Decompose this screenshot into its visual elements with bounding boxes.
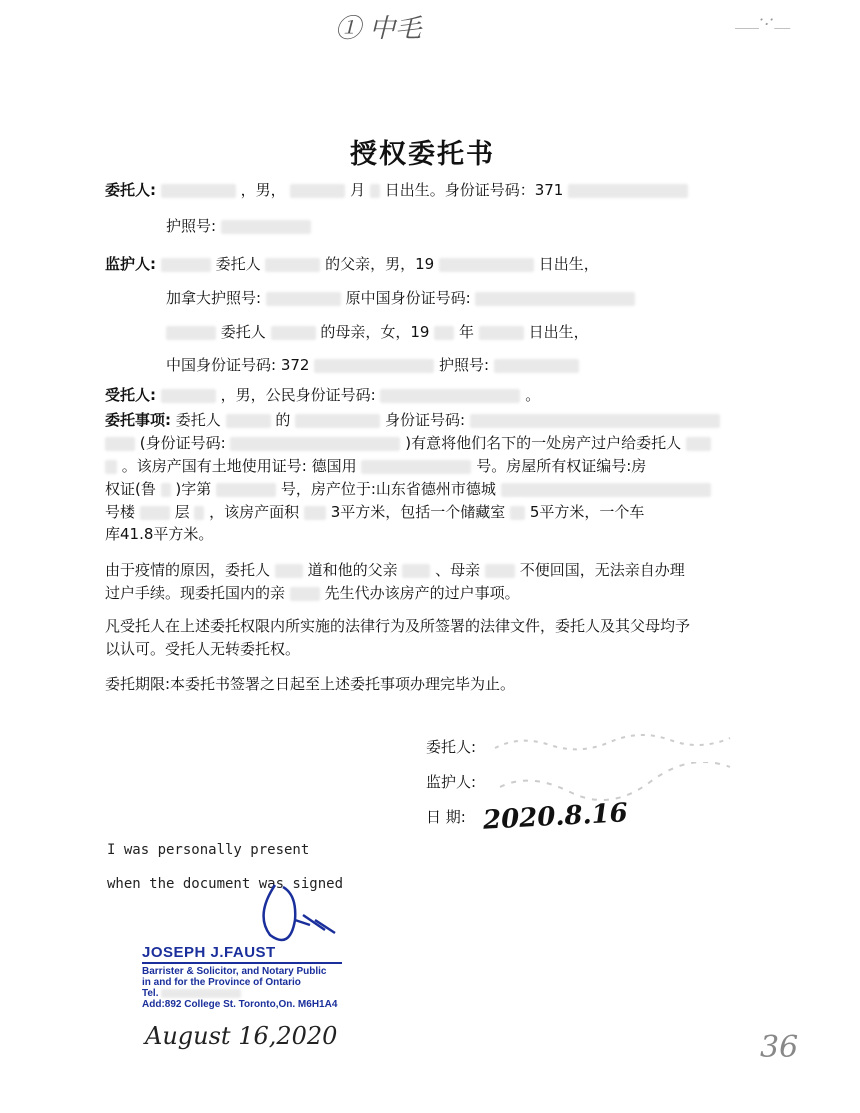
mother-seg4: 日出生，: [528, 323, 589, 341]
notary-line-1: I was personally present: [107, 842, 310, 858]
page-mark: 36: [760, 1030, 799, 1065]
matters-line3a: 。该房产国有土地使用证号:: [121, 457, 307, 475]
matters-line4c: 号，房产位于:山东省德州市德城: [280, 480, 496, 498]
notary-signature: [235, 875, 345, 955]
matters-label: 委托事项:: [105, 411, 171, 429]
matters-line-4: [105, 479, 711, 499]
redacted-passport: [221, 220, 311, 234]
redacted-r1: [275, 564, 303, 578]
father-seg3: 日出生，: [538, 255, 599, 273]
redacted-m4: [105, 437, 135, 451]
matters-line-2: [105, 433, 711, 453]
matters-line-3: [105, 456, 646, 476]
redacted-m7: [105, 460, 117, 474]
period-line: 委托期限:本委托书签署之日起至上述委托事项办理完毕为止。: [105, 675, 516, 693]
matters-line5d: 3平方米，包括一个储藏室: [330, 503, 506, 521]
acknowledge-line-2: 以认可。受托人无转委托权。: [105, 640, 301, 658]
redacted-id: [568, 184, 688, 198]
mother-seg1: 委托人: [220, 323, 266, 341]
reason-line1a: 由于疫情的原因，委托人: [105, 561, 271, 579]
redacted-r4: [290, 587, 320, 601]
redacted-m11: [501, 483, 711, 497]
father-id-label: 原中国身份证号码:: [345, 289, 471, 307]
notary-title-2: in and for the Province of Ontario: [142, 977, 301, 988]
mother-seg2: 的母亲，女，19: [320, 323, 430, 341]
father-passport-label: 加拿大护照号:: [166, 289, 262, 307]
matters-line1c: 身份证号码:: [384, 411, 465, 429]
guardian-father-line: [105, 254, 599, 274]
redacted-mother-month: [479, 326, 524, 340]
reason-line2a: 过户手续。现委托国内的亲: [105, 584, 286, 602]
redacted-mother-passport: [494, 359, 579, 373]
delegator-seg3: 日出生。身份证号码：371: [384, 181, 564, 199]
redacted-day: [370, 184, 380, 198]
redacted-m13: [194, 506, 204, 520]
redacted-delegator-name-2: [271, 326, 316, 340]
redacted-mother-name: [166, 326, 216, 340]
trustee-seg2: 。: [525, 386, 541, 404]
sign-delegator: [426, 737, 476, 757]
matters-line1b: 的: [275, 411, 291, 429]
matters-line-6: 库41.8平方米。: [105, 525, 214, 543]
matters-line-1: [105, 410, 720, 430]
sign-delegator-label: 委托人:: [426, 738, 477, 756]
notary-tel-label: Tel.: [142, 988, 159, 999]
matters-line1a: 委托人: [175, 411, 221, 429]
delegator-seg1: ，男，: [240, 181, 286, 199]
matters-line3c: 号。房屋所有权证编号:房: [476, 457, 647, 475]
top-handwritten-note: ① 中毛: [335, 14, 422, 44]
mother-id-label: 中国身份证号码:: [166, 356, 277, 374]
trustee-seg1: ，男，公民身份证号码:: [220, 386, 376, 404]
reason-line1d: 不便回国，无法亲自办理: [519, 561, 685, 579]
father-passport-line: [166, 288, 635, 308]
redacted-m1: [226, 414, 271, 428]
redacted-m9: [161, 483, 171, 497]
redacted-mother-id: [314, 359, 434, 373]
redacted-m8: [361, 460, 471, 474]
delegator-seg2: 月: [350, 181, 366, 199]
mother-id-prefix: 372: [280, 356, 310, 374]
redacted-mother-year: [434, 326, 454, 340]
scribble-signature-1: [490, 730, 740, 755]
notary-address: Add:892 College St. Toronto,On. M6H1A4: [142, 999, 338, 1010]
sign-guardian-label: 监护人:: [426, 773, 477, 791]
matters-line5c: ，该房产面积: [209, 503, 300, 521]
father-seg1: 委托人: [215, 255, 261, 273]
notary-hand-date: August 16,2020: [145, 1022, 338, 1050]
redacted-father-id: [475, 292, 635, 306]
matters-line4b: )字第: [175, 480, 212, 498]
guardian-mother-line: [166, 322, 589, 342]
father-seg2: 的父亲，男，19: [325, 255, 435, 273]
mother-passport-label: 护照号:: [439, 356, 490, 374]
trustee-line: [105, 385, 540, 405]
redacted-trustee-id: [380, 389, 520, 403]
reason-line1b: 道和他的父亲: [307, 561, 398, 579]
notary-title-1: Barrister & Solicitor, and Notary Public: [142, 966, 327, 977]
delegator-line: [105, 180, 688, 200]
sign-date-label: 日 期:: [426, 808, 466, 826]
matters-line-5: [105, 502, 644, 522]
matters-line4a: 权证(鲁: [105, 480, 156, 498]
redacted-m14: [304, 506, 326, 520]
matters-line3b: 德国用: [311, 457, 357, 475]
matters-line5e: 5平方米，一个车: [529, 503, 645, 521]
sign-date: [426, 807, 466, 827]
notary-line-2: when the document was signed: [107, 876, 344, 892]
redacted-trustee-name: [161, 389, 216, 403]
reason-line-1: [105, 560, 685, 580]
notary-name: JOSEPH J.FAUST: [142, 944, 342, 964]
guardian-label: 监护人:: [105, 255, 156, 273]
redacted-delegator-name: [265, 258, 320, 272]
document-title: 授权委托书: [350, 139, 495, 170]
redacted-father-birth: [439, 258, 534, 272]
redacted-m6: [686, 437, 711, 451]
redacted-m12: [140, 506, 170, 520]
delegator-signature-redacted: [490, 730, 740, 755]
notary-stamp: [142, 944, 342, 1010]
redacted-birth: [290, 184, 345, 198]
redacted-r3: [485, 564, 515, 578]
delegator-passport-label: 护照号:: [166, 217, 217, 235]
reason-line2b: 先生代办该房产的过户事项。: [324, 584, 520, 602]
top-right-mark: ___·.·__: [735, 10, 791, 29]
notary-signature-drawing: [235, 875, 345, 955]
trustee-label: 受托人:: [105, 386, 156, 404]
redacted-r2: [402, 564, 430, 578]
redacted-m15: [510, 506, 525, 520]
mother-id-line: [166, 355, 579, 375]
redacted-m3: [470, 414, 720, 428]
sign-date-value: 2020.8.16: [482, 798, 629, 836]
notary-tel: [142, 988, 342, 999]
redacted-tel: [161, 989, 241, 998]
redacted-m10: [216, 483, 276, 497]
matters-line5a: 号楼: [105, 503, 136, 521]
guardian-signature-redacted: [490, 762, 740, 802]
delegator-label: 委托人:: [105, 181, 156, 199]
redacted-father-passport: [266, 292, 341, 306]
redacted-father-name: [161, 258, 211, 272]
scribble-signature-2: [490, 762, 740, 802]
reason-line1c: 、母亲: [435, 561, 481, 579]
matters-line2a: (身份证号码:: [139, 434, 226, 452]
mother-seg3: 年: [459, 323, 475, 341]
delegator-passport-line: [166, 216, 311, 236]
matters-line5b: 层: [174, 503, 190, 521]
redacted-name: [161, 184, 236, 198]
reason-line-2: [105, 583, 520, 603]
redacted-m2: [295, 414, 380, 428]
acknowledge-line-1: 凡受托人在上述委托权限内所实施的法律行为及所签署的法律文件，委托人及其父母均予: [105, 617, 691, 635]
redacted-m5: [230, 437, 400, 451]
matters-line2b: )有意将他们名下的一处房产过户给委托人: [405, 434, 682, 452]
sign-guardian: [426, 772, 476, 792]
